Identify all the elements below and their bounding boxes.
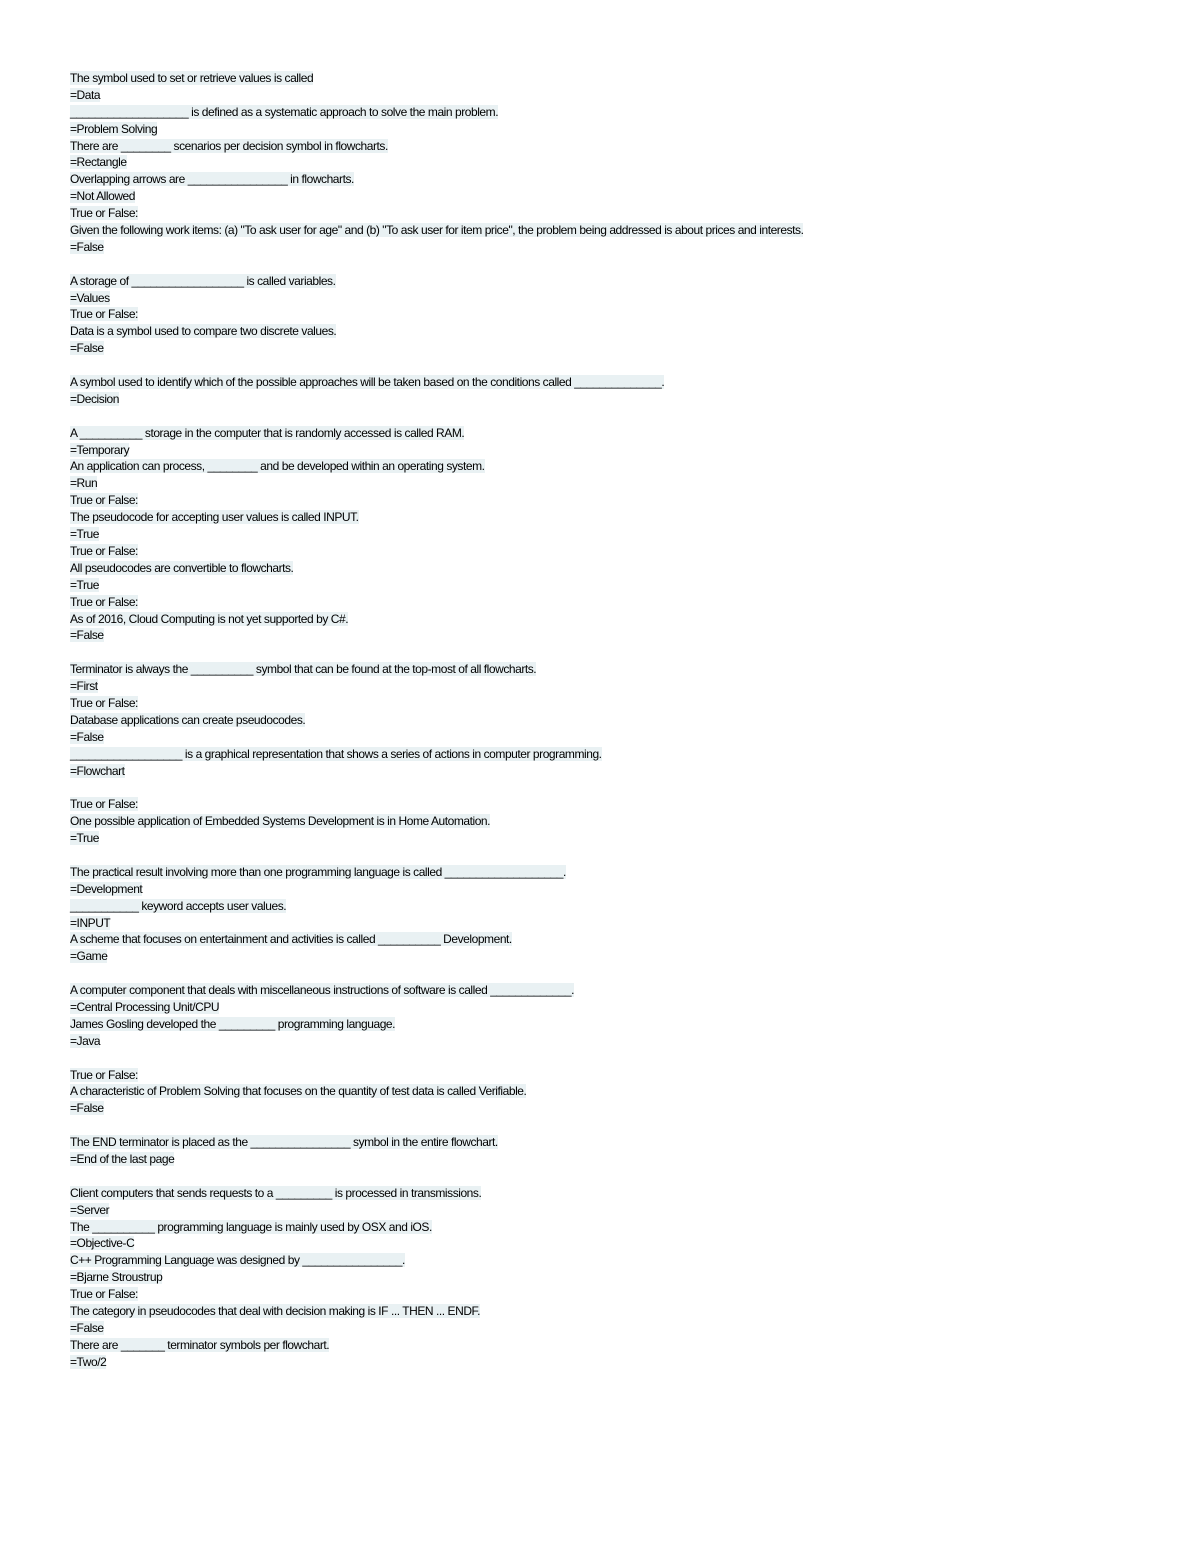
answer-line [70, 1202, 1150, 1219]
question-line [70, 1185, 1150, 1202]
line-text: Client computers that sends requests to a _________ is processed in transmissions. [70, 1185, 482, 1200]
line-text: The pseudocode for accepting user values is called INPUT. [70, 510, 359, 525]
question-line [70, 1067, 1150, 1084]
answer-line [70, 391, 1150, 408]
question-line [70, 70, 1150, 87]
question-line [70, 661, 1150, 678]
blank-line [70, 1050, 1150, 1067]
line-text: There are _______ terminator symbols per flowchart. [70, 1337, 330, 1352]
line-text: =Problem Solving [70, 121, 158, 136]
line-text: =False [70, 239, 104, 254]
answer-line [70, 87, 1150, 104]
line-text: The symbol used to set or retrieve values is called [70, 71, 314, 85]
answer-line [70, 627, 1150, 644]
line-text: As of 2016, Cloud Computing is not yet supported by C#. [70, 611, 349, 626]
question-line [70, 273, 1150, 290]
line-text: True or False: [70, 1067, 138, 1082]
line-text: The practical result involving more than one programming language is called ___________________. [70, 864, 566, 879]
line-text: =False [70, 341, 104, 356]
question-line [70, 374, 1150, 391]
line-text: =Objective-C [70, 1236, 135, 1251]
question-line [70, 509, 1150, 526]
line-text: =INPUT [70, 915, 111, 930]
answer-line [70, 915, 1150, 932]
line-text: ___________ keyword accepts user values. [70, 898, 287, 913]
line-text: =Not Allowed [70, 189, 135, 204]
question-line [70, 458, 1150, 475]
line-text: True or False: [70, 797, 138, 812]
line-text: =Development [70, 881, 143, 896]
line-text: ___________________ is defined as a systematic approach to solve the main problem. [70, 104, 499, 119]
answer-line [70, 678, 1150, 695]
line-text: =Run [70, 476, 98, 491]
blank-line [70, 965, 1150, 982]
question-line [70, 1219, 1150, 1236]
question-line [70, 560, 1150, 577]
line-text: A scheme that focuses on entertainment and activities is called __________ Development. [70, 932, 512, 947]
question-line [70, 138, 1150, 155]
line-text: Data is a symbol used to compare two discrete values. [70, 324, 337, 339]
answer-line [70, 290, 1150, 307]
line-text: A __________ storage in the computer that is randomly accessed is called RAM. [70, 425, 465, 440]
line-text: Terminator is always the __________ symbol that can be found at the top-most of all flowcharts. [70, 662, 537, 677]
blank-line [70, 847, 1150, 864]
line-text: A storage of __________________ is called variables. [70, 273, 336, 288]
line-text: =True [70, 577, 99, 592]
line-text: The category in pseudocodes that deal with decision making is IF ... THEN ... ENDF. [70, 1304, 480, 1319]
answer-line [70, 881, 1150, 898]
answer-line [70, 526, 1150, 543]
quiz-document [70, 70, 1150, 1371]
question-line [70, 982, 1150, 999]
line-text: =End of the last page [70, 1152, 175, 1166]
line-text: Given the following work items: (a) "To ask user for age" and (b) "To ask user for item price", the problem being addressed is about prices and interests. [70, 223, 804, 238]
line-text: =False [70, 628, 104, 643]
question-line [70, 1303, 1150, 1320]
line-text: C++ Programming Language was designed by ________________. [70, 1253, 405, 1268]
answer-line [70, 1033, 1150, 1050]
question-line [70, 1083, 1150, 1100]
line-text: A characteristic of Problem Solving that focuses on the quantity of test data is called Verifiable. [70, 1084, 527, 1099]
line-text: =Central Processing Unit/CPU [70, 999, 220, 1014]
question-line [70, 864, 1150, 881]
answer-line [70, 1100, 1150, 1117]
answer-line [70, 188, 1150, 205]
line-text: =Java [70, 1033, 101, 1048]
question-line [70, 425, 1150, 442]
line-text: A computer component that deals with miscellaneous instructions of software is called _____________. [70, 983, 574, 998]
question-line [70, 712, 1150, 729]
line-text: =False [70, 1101, 104, 1116]
answer-line [70, 1151, 1150, 1168]
question-line [70, 492, 1150, 509]
line-text: True or False: [70, 695, 138, 710]
question-line [70, 594, 1150, 611]
question-line [70, 222, 1150, 239]
question-line [70, 796, 1150, 813]
line-text: True or False: [70, 493, 138, 508]
line-text: =Game [70, 949, 108, 964]
line-text: The __________ programming language is mainly used by OSX and iOS. [70, 1219, 432, 1234]
line-text: =Rectangle [70, 155, 127, 170]
question-line [70, 1286, 1150, 1303]
question-line [70, 898, 1150, 915]
line-text: =First [70, 679, 98, 694]
line-text: =Temporary [70, 442, 130, 457]
answer-line [70, 475, 1150, 492]
answer-line [70, 340, 1150, 357]
line-text: The END terminator is placed as the ________________ symbol in the entire flowchart. [70, 1135, 498, 1150]
question-line [70, 205, 1150, 222]
question-line [70, 1252, 1150, 1269]
blank-line [70, 644, 1150, 661]
blank-line [70, 779, 1150, 796]
line-text: =Data [70, 87, 101, 102]
question-line [70, 323, 1150, 340]
question-line [70, 1016, 1150, 1033]
answer-line [70, 442, 1150, 459]
answer-line [70, 154, 1150, 171]
blank-line [70, 1168, 1150, 1185]
line-text: A symbol used to identify which of the possible approaches will be taken based on the conditions called ______________. [70, 375, 665, 390]
question-line [70, 104, 1150, 121]
line-text: There are ________ scenarios per decision symbol in flowcharts. [70, 138, 388, 153]
question-line [70, 1337, 1150, 1354]
answer-line [70, 999, 1150, 1016]
question-line [70, 746, 1150, 763]
line-text: True or False: [70, 307, 138, 322]
line-text: True or False: [70, 594, 138, 609]
blank-line [70, 357, 1150, 374]
line-text: True or False: [70, 1287, 138, 1302]
blank-line [70, 1117, 1150, 1134]
answer-line [70, 1235, 1150, 1252]
question-line [70, 1134, 1150, 1151]
line-text: =True [70, 831, 99, 846]
line-text: =Values [70, 290, 110, 305]
line-text: =Decision [70, 391, 119, 406]
answer-line [70, 948, 1150, 965]
line-text: True or False: [70, 206, 138, 221]
line-text: =Bjarne Stroustrup [70, 1270, 163, 1285]
question-line [70, 931, 1150, 948]
line-text: True or False: [70, 543, 138, 558]
question-line [70, 306, 1150, 323]
line-text: Overlapping arrows are ________________ in flowcharts. [70, 172, 354, 187]
question-line [70, 171, 1150, 188]
answer-line [70, 1269, 1150, 1286]
blank-line [70, 256, 1150, 273]
question-line [70, 695, 1150, 712]
line-text: An application can process, ________ and be developed within an operating system. [70, 459, 485, 474]
answer-line [70, 577, 1150, 594]
line-text: =Two/2 [70, 1354, 107, 1369]
answer-line [70, 121, 1150, 138]
line-text: =Flowchart [70, 763, 125, 778]
line-text: =False [70, 729, 104, 744]
question-line [70, 611, 1150, 628]
line-text: __________________ is a graphical representation that shows a series of actions in computer programming. [70, 746, 602, 761]
line-text: One possible application of Embedded Systems Development is in Home Automation. [70, 814, 491, 829]
line-text: =Server [70, 1202, 110, 1217]
answer-line [70, 239, 1150, 256]
answer-line [70, 729, 1150, 746]
line-text: James Gosling developed the _________ programming language. [70, 1016, 396, 1031]
answer-line [70, 1320, 1150, 1337]
answer-line [70, 1354, 1150, 1371]
blank-line [70, 408, 1150, 425]
line-text: All pseudocodes are convertible to flowcharts. [70, 560, 294, 575]
question-line [70, 813, 1150, 830]
answer-line [70, 830, 1150, 847]
line-text: =False [70, 1320, 104, 1335]
question-line [70, 543, 1150, 560]
line-text: Database applications can create pseudocodes. [70, 712, 306, 727]
line-text: =True [70, 527, 99, 542]
answer-line [70, 763, 1150, 780]
